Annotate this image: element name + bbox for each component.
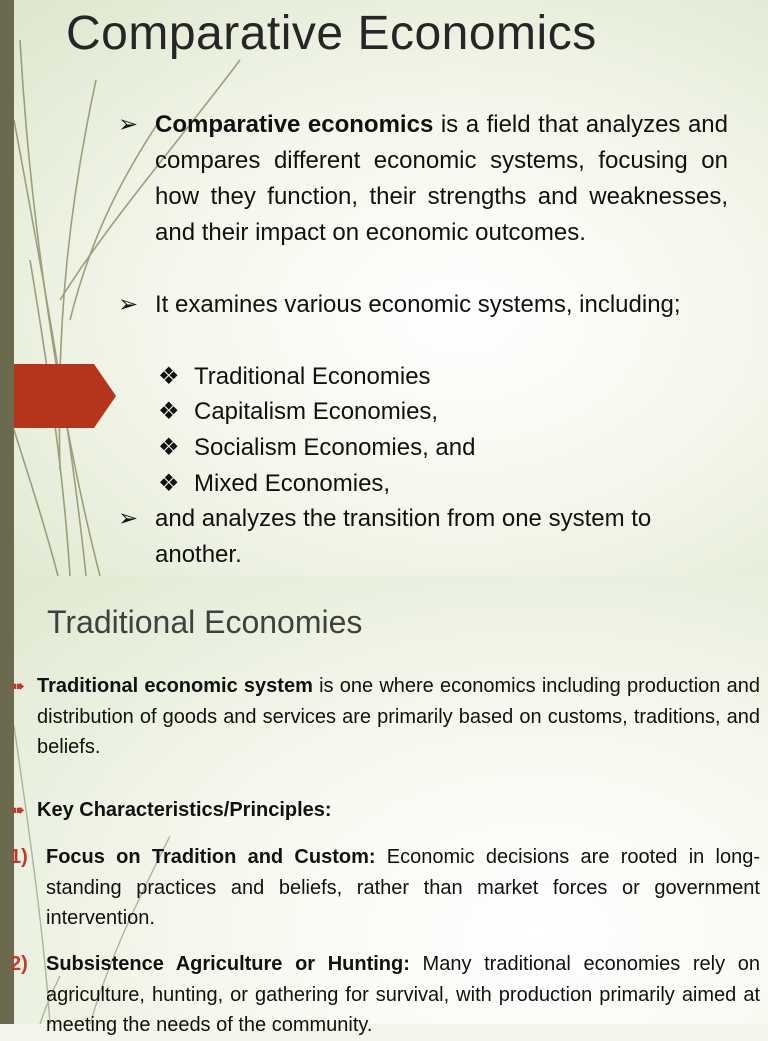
characteristic-item	[10, 949, 760, 1041]
arrow-bullet-icon: ➢	[118, 505, 139, 532]
system-item	[158, 430, 475, 466]
key-heading	[10, 795, 760, 826]
item-heading: Subsistence Agriculture or Hunting:	[46, 953, 410, 975]
system-label: Mixed Economies,	[194, 470, 391, 497]
key-heading-text: Key Characteristics/Principles:	[37, 799, 332, 821]
arrow-bullet-icon: ➢	[118, 111, 139, 138]
transition-text: and analyzes the transition from one system to another.	[155, 505, 652, 568]
definition-paragraph	[10, 671, 760, 763]
system-label: Socialism Economies, and	[194, 434, 476, 461]
bullet-examines	[118, 287, 728, 323]
red-arrow-tab	[0, 364, 116, 428]
system-item	[158, 394, 438, 430]
bold-term: Traditional economic system	[37, 675, 313, 697]
definition-text: is a field that analyzes and compares different economic systems, focusing on how they function, their strengths and weaknesses, and their impact on economic outcomes.	[155, 111, 728, 246]
bullet-transition	[118, 501, 728, 573]
bold-term: Comparative economics	[155, 111, 434, 138]
diamond-bullet-icon: ❖	[158, 434, 180, 461]
item-number: 2)	[10, 953, 28, 975]
examines-text: It examines various economic systems, including;	[155, 291, 681, 318]
item-text: Many traditional economies rely on agriculture, hunting, or gathering for survival, with production primarily aimed at meeting the needs of the community.	[46, 953, 760, 1036]
characteristic-item	[10, 842, 760, 934]
item-text: Economic decisions are rooted in long-standing practices and beliefs, rather than market forces or government intervention.	[46, 846, 761, 929]
system-label: Capitalism Economies,	[194, 398, 439, 425]
item-heading: Focus on Tradition and Custom:	[46, 846, 376, 868]
arrow-marker-icon: ➠	[10, 676, 26, 696]
arrow-marker-icon: ➠	[10, 800, 26, 820]
definition-text: is one where economics including production and distribution of goods and services are primarily based on customs, traditions, and beliefs.	[37, 675, 760, 758]
bullet-definition	[118, 107, 728, 251]
arrow-bullet-icon: ➢	[118, 291, 139, 318]
diamond-bullet-icon: ❖	[158, 363, 180, 390]
diamond-bullet-icon: ❖	[158, 470, 180, 497]
diamond-bullet-icon: ❖	[158, 398, 180, 425]
section-title: Traditional Economies	[47, 604, 363, 640]
item-number: 1)	[10, 846, 28, 868]
system-label: Traditional Economies	[194, 363, 431, 390]
system-item	[158, 466, 390, 502]
slide-title: Comparative Economics	[66, 7, 597, 60]
system-item	[158, 359, 431, 395]
